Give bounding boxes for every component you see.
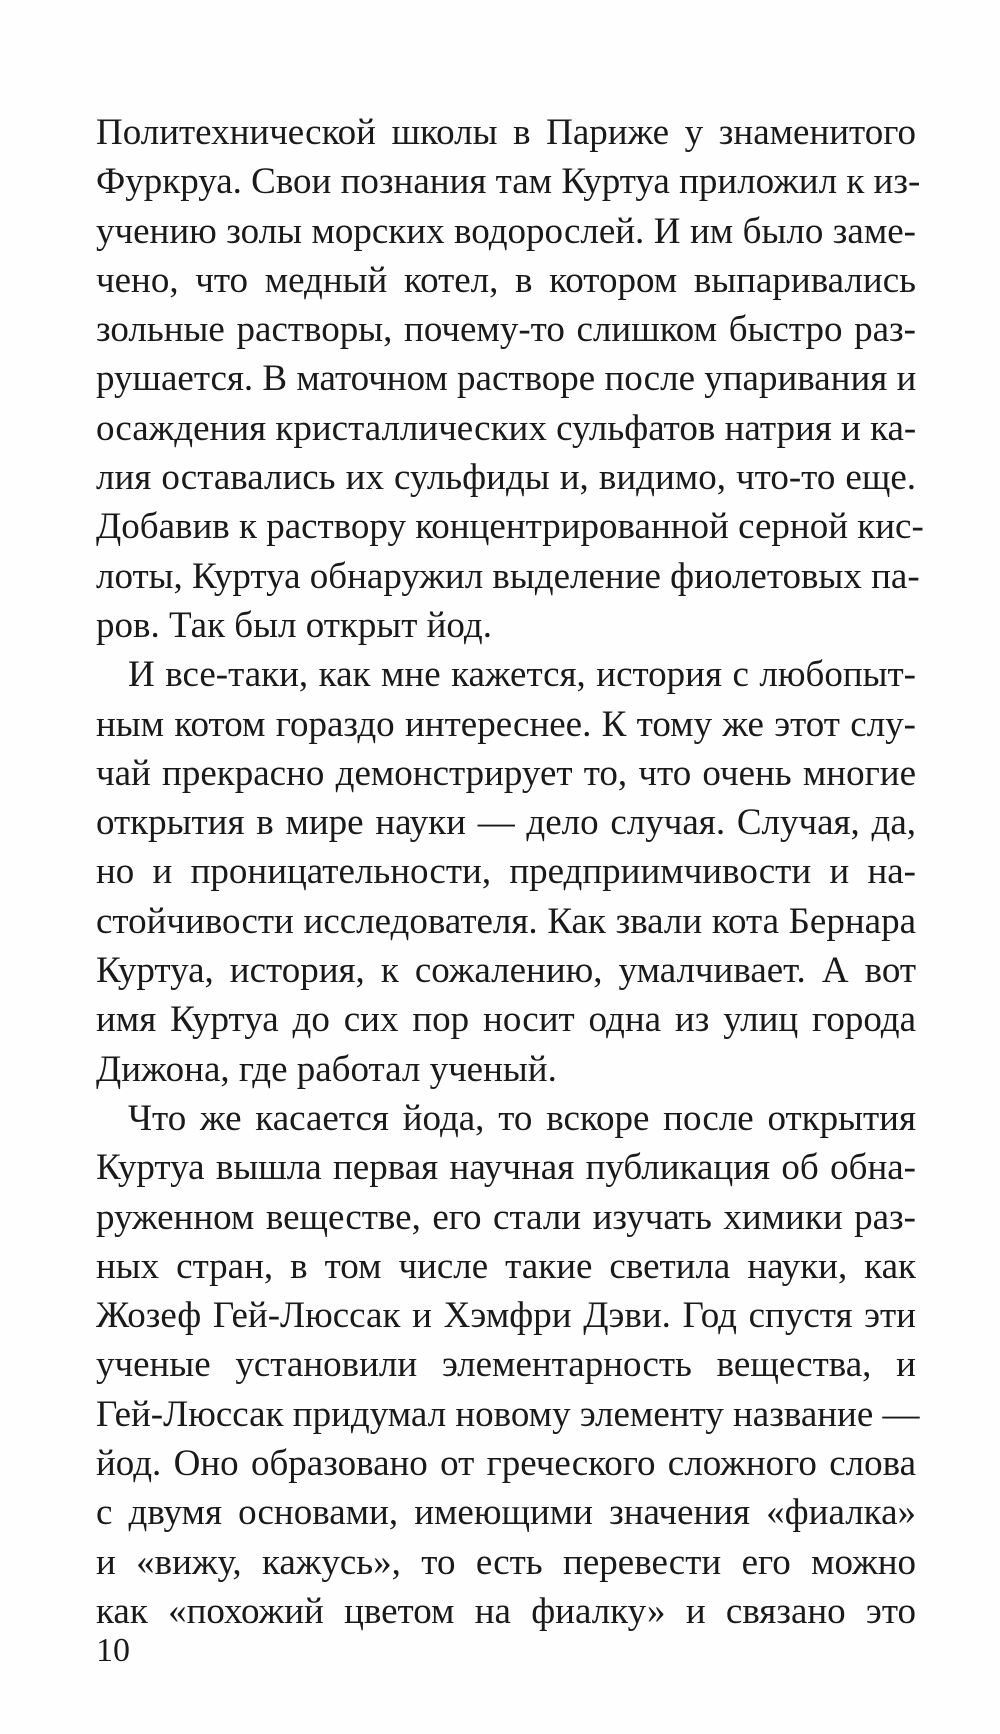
text-line: ным котом гораздо интереснее. К тому же этот слу- bbox=[96, 703, 916, 745]
text-line: йод. Оно образовано от греческого сложного слова bbox=[96, 1443, 916, 1485]
text-line: зольные растворы, почему-то слишком быстро раз- bbox=[96, 309, 916, 351]
text-line: чай прекрасно демонстрирует то, что очень многие bbox=[96, 752, 916, 794]
body-text bbox=[96, 108, 924, 1636]
text-line: Добавив к раствору концентрированной серной кис- bbox=[96, 506, 924, 548]
text-line: как «похожий цветом на фиалку» и связано это bbox=[96, 1590, 916, 1632]
paragraph-3 bbox=[96, 1094, 920, 1636]
text-line: ученые установили элементарность вещества, и bbox=[96, 1344, 916, 1386]
text-line: Политехнической школы в Париже у знаменитого bbox=[96, 112, 916, 153]
page-number: 10 bbox=[96, 1632, 130, 1669]
text-line: Куртуа вышла первая научная публикация об обна- bbox=[96, 1147, 916, 1189]
text-line: лоты, Куртуа обнаружил выделение фиолетовых па- bbox=[96, 555, 920, 597]
text-line: и «вижу, кажусь», то есть перевести его можно bbox=[96, 1541, 916, 1583]
text-line: открытия в мире науки — дело случая. Случая, да, bbox=[96, 802, 916, 844]
text-line: Гей-Люссак придумал новому элементу название — bbox=[96, 1393, 920, 1435]
text-line: Дижона, где работал ученый. bbox=[96, 1048, 557, 1090]
text-line: но и проницательности, предприимчивости и на- bbox=[96, 851, 916, 893]
text-line: имя Куртуа до сих пор носит одна из улиц города bbox=[96, 999, 916, 1041]
paragraph-1 bbox=[96, 108, 924, 650]
text-line: осаждения кристаллических сульфатов натрия и ка- bbox=[96, 407, 917, 449]
text-line: Жозеф Гей-Люссак и Хэмфри Дэви. Год спустя эти bbox=[96, 1295, 916, 1337]
text-line: Куртуа, история, к сожалению, умалчивает. А вот bbox=[96, 950, 916, 992]
text-line: И все-таки, как мне кажется, история с любопыт- bbox=[128, 654, 916, 696]
text-line: руженном веществе, его стали изучать химики раз- bbox=[96, 1196, 916, 1238]
text-line: учению золы морских водорослей. И им было заме- bbox=[96, 210, 916, 252]
text-line: Что же касается йода, то вскоре после открытия bbox=[128, 1097, 916, 1139]
text-line: стойчивости исследователя. Как звали кота Бернара bbox=[96, 900, 916, 942]
text-line: ров. Так был открыт йод. bbox=[96, 604, 492, 646]
text-line: Фуркруа. Свои познания там Куртуа приложил к из- bbox=[96, 161, 921, 203]
text-line: ных стран, в том числе такие светила науки, как bbox=[96, 1245, 916, 1287]
paragraph-2 bbox=[96, 650, 916, 1094]
text-line: рушается. В маточном растворе после упаривания и bbox=[96, 358, 917, 400]
text-line: лия оставались их сульфиды и, видимо, что-то еще. bbox=[96, 457, 916, 499]
text-line: с двумя основами, имеющими значения «фиалка» bbox=[96, 1492, 916, 1534]
text-line: чено, что медный котел, в котором выпаривались bbox=[96, 259, 916, 301]
